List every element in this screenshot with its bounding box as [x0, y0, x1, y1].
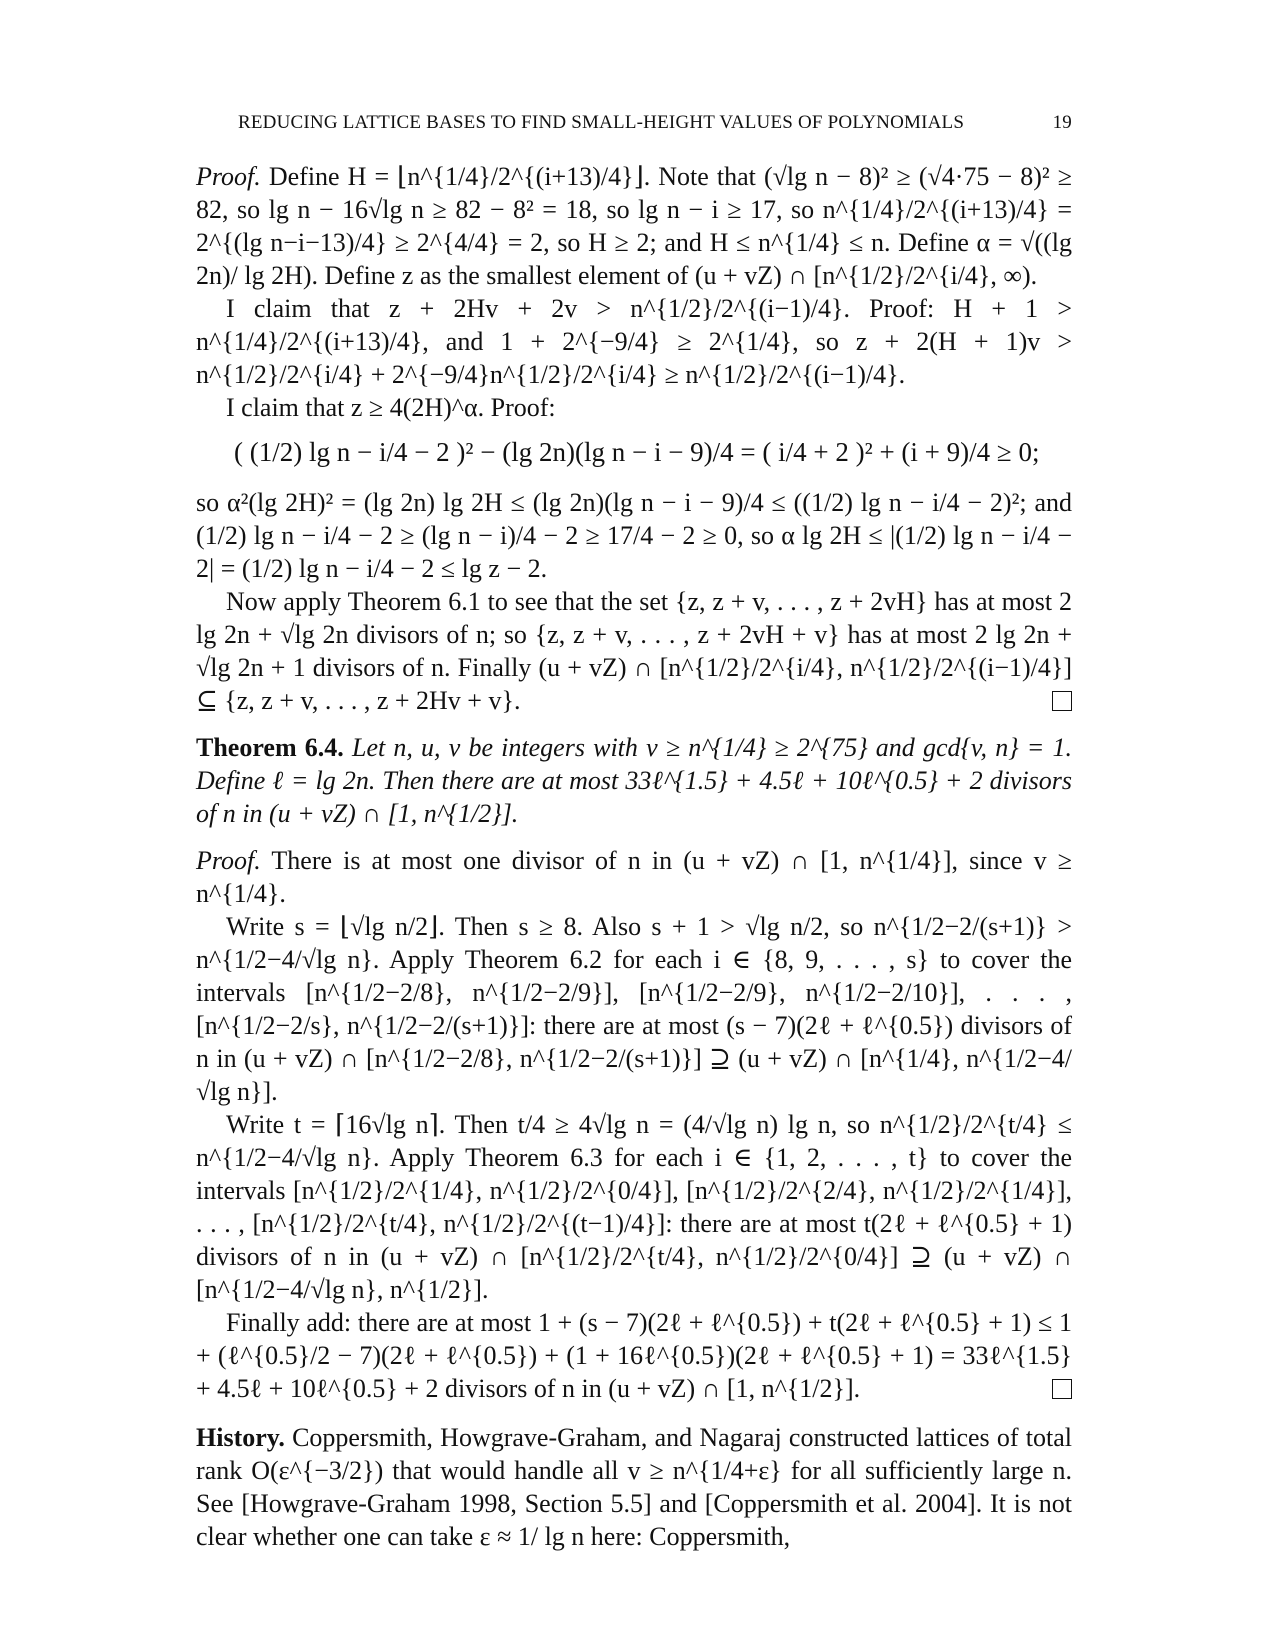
proof2-para2: Write s = ⌊√lg n/2⌋. Then s ≥ 8. Also s + 1 > √lg n/2, so n^{1/2−2/(s+1)} > n^{1/2−4/√lg n}. Apply Theorem 6.2 for each i ∈ {8, 9, . . . , s} to cover the intervals [n^{1/2−2/8}, n^{1/2−2/9}], [n^{1/2−2/9}, n^{1/2−2/10}], . . . , [n^{1/2−2/s}, n^{1/2−2/(s+1)}]: there are at most (s − 7)(2ℓ + ℓ^{0.5}) divisors of n in (u + vZ) ∩ [n^{1/2−2/8}, n^{1/2−2/(s+1)}] ⊇ (u + vZ) ∩ [n^{1/4}, n^{1/2−4/√lg n}]. [196, 912, 1072, 1106]
qed-box-icon [1052, 1379, 1072, 1399]
proof1-para3: I claim that z ≥ 4(2H)^α. Proof: [226, 393, 556, 422]
proof2-para1 [196, 844, 1072, 910]
proof1-para4: so α²(lg 2H)² = (lg 2n) lg 2H ≤ (lg 2n)(lg n − i − 9)/4 ≤ ((1/2) lg n − i/4 − 2)²; and (1/2) lg n − i/4 − 2 ≥ (lg n − i)/4 − 2 ≥ 17/4 − 2 ≥ 0, so α lg 2H ≤ |(1/2) lg n − i/4 − 2| = (1/2) lg n − i/4 − 2 ≤ lg z − 2. [196, 488, 1072, 583]
proof2-label: Proof. [196, 846, 261, 875]
header-title: REDUCING LATTICE BASES TO FIND SMALL-HEIGHT VALUES OF POLYNOMIALS [238, 112, 965, 133]
proof1-para5 [196, 585, 1072, 717]
proof1-para1-text: Define H = ⌊n^{1/4}/2^{(i+13)/4}⌋. Note that (√lg n − 8)² ≥ (√4·75 − 8)² ≥ 82, so lg n − 16√lg n ≥ 82 − 8² = 18, so lg n − i ≥ 17, so n^{1/4}/2^{(i+13)/4} = 2^{(lg n−i−13)/4} ≥ 2^{4/4} = 2, so H ≥ 2; and H ≤ n^{1/4} ≤ n. Define α = √((lg 2n)/ lg 2H). Define z as the smallest element of (u + vZ) ∩ [n^{1/2}/2^{i/4}, ∞). [196, 162, 1072, 290]
proof2-para3: Write t = ⌈16√lg n⌉. Then t/4 ≥ 4√lg n = (4/√lg n) lg n, so n^{1/2}/2^{t/4} ≤ n^{1/2−4/√lg n}. Apply Theorem 6.3 for each i ∈ {1, 2, . . . , t} to cover the intervals [n^{1/2}/2^{1/4}, n^{1/2}/2^{0/4}], [n^{1/2}/2^{2/4}, n^{1/2}/2^{1/4}], . . . , [n^{1/2}/2^{t/4}, n^{1/2}/2^{(t−1)/4}]: there are at most t(2ℓ + ℓ^{0.5} + 1) divisors of n in (u + vZ) ∩ [n^{1/2}/2^{t/4}, n^{1/2}/2^{0/4}] ⊇ (u + vZ) ∩ [n^{1/2−4/√lg n}, n^{1/2}]. [196, 1110, 1072, 1304]
theorem-statement: Let n, u, v be integers with v ≥ n^{1/4} ≥ 2^{75} and gcd{v, n} = 1. Define ℓ = lg 2n. Then there are at most 33ℓ^{1.5} + 4.5ℓ + 10ℓ^{0.5} + 2 divisors of n in (u + vZ) ∩ [1, n^{1/2}]. [196, 733, 1072, 828]
history-text: Coppersmith, Howgrave-Graham, and Nagaraj constructed lattices of total rank O(ε^{−3/2}) that would handle all v ≥ n^{1/4+ε} for all sufficiently large n. See [Howgrave-Graham 1998, Section 5.5] and [Coppersmith et al. 2004]. It is not clear whether one can take ε ≈ 1/ lg n here: Coppersmith, [196, 1423, 1072, 1551]
proof2-para4 [196, 1306, 1072, 1405]
page-number: 19 [1052, 112, 1072, 133]
proof1-para5-text: Now apply Theorem 6.1 to see that the set {z, z + v, . . . , z + 2vH} has at most 2 lg 2n + √lg 2n divisors of n; so {z, z + v, . . . , z + 2vH + v} has at most 2 lg 2n + √lg 2n + 1 divisors of n. Finally (u + vZ) ∩ [n^{1/2}/2^{i/4}, n^{1/2}/2^{(i−1)/4}] ⊆ {z, z + v, . . . , z + 2Hv + v}. [196, 587, 1072, 715]
theorem-6-4 [196, 731, 1072, 830]
theorem-label: Theorem 6.4. [196, 733, 344, 762]
main-text [196, 160, 1072, 1553]
proof1-label: Proof. [196, 162, 261, 191]
proof1-para1 [196, 160, 1072, 292]
proof2-para4-text: Finally add: there are at most 1 + (s − 7)(2ℓ + ℓ^{0.5}) + t(2ℓ + ℓ^{0.5} + 1) ≤ 1 + (ℓ^{0.5}/2 − 7)(2ℓ + ℓ^{0.5}) + (1 + 16ℓ^{0.5})(2ℓ + ℓ^{0.5} + 1) = 33ℓ^{1.5} + 4.5ℓ + 10ℓ^{0.5} + 2 divisors of n in (u + vZ) ∩ [1, n^{1/2}]. [196, 1308, 1072, 1403]
display-equation [234, 432, 1072, 472]
proof2-para1-text: There is at most one divisor of n in (u + vZ) ∩ [1, n^{1/4}], since v ≥ n^{1/4}. [196, 846, 1073, 908]
qed-box-icon [1052, 691, 1072, 711]
proof1-para2: I claim that z + 2Hv + 2v > n^{1/2}/2^{(i−1)/4}. Proof: H + 1 > n^{1/4}/2^{(i+13)/4}, and 1 + 2^{−9/4} ≥ 2^{1/4}, so z + 2(H + 1)v > n^{1/2}/2^{i/4} + 2^{−9/4}n^{1/2}/2^{i/4} ≥ n^{1/2}/2^{(i−1)/4}. [196, 294, 1072, 389]
display-equation-text: ( (1/2) lg n − i/4 − 2 )² − (lg 2n)(lg n − i − 9)/4 = ( i/4 + 2 )² + (i + 9)/4 ≥ 0; [234, 437, 1040, 467]
history-paragraph [196, 1421, 1072, 1553]
history-label: History. [196, 1423, 285, 1452]
